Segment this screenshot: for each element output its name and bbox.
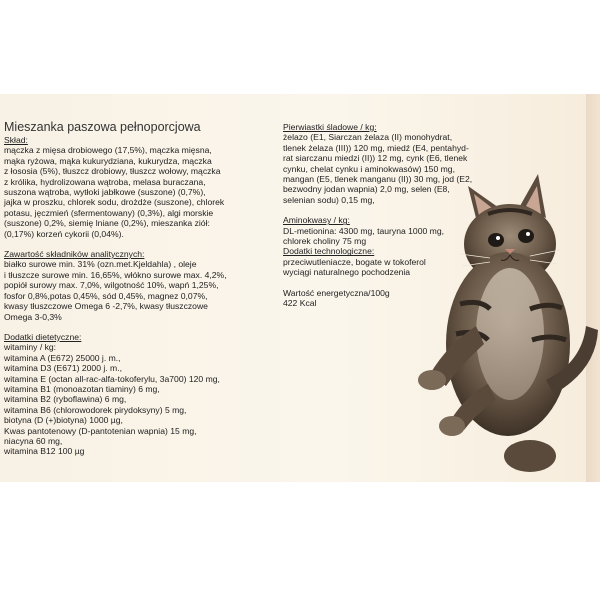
analytical-line: białko surowe min. 31% (ozn.met.Kjeldahla) , oleje [4, 259, 197, 270]
composition-line: jajka w proszku, chlorek sodu, drożdże (suszone), chlorek [4, 197, 225, 208]
energy-heading: Wartość energetyczna/100g [283, 287, 390, 298]
analytical-line: Omega 3-0,3% [4, 311, 62, 322]
amino-acids-heading: Aminokwasy / kg: [283, 215, 350, 226]
right-column [283, 122, 483, 309]
composition-line: z łososia (5%), tłuszcz drobiowy, tłuszcz wołowy, mączka [4, 166, 221, 177]
amino-line: chlorek choliny 75 mg [283, 236, 367, 247]
composition-line: z królika, hydrolizowana wątroba, melasa buraczana, [4, 176, 206, 187]
left-column [4, 120, 280, 457]
composition-heading: Skład: [4, 135, 28, 145]
amino-line: DL-metionina: 4300 mg, tauryna 1000 mg, [283, 225, 444, 236]
trace-line: selenian sodu) 0,15 mg, [283, 194, 375, 205]
trace-elements-text [283, 132, 483, 205]
dietary-text [4, 342, 280, 456]
trace-line: bezwodny jodan wapnia) 2,0 mg, selen (E8, [283, 184, 450, 195]
amino-acids-text [283, 226, 483, 247]
composition-line: suszona wątroba, wytłoki jabłkowe (suszone) (0,7%), [4, 187, 206, 198]
analytical-line: i tłuszcze surowe min. 16,65%, włókno surowe max. 4,2%, [4, 269, 227, 280]
product-title: Mieszanka paszowa pełnoporcjowa [4, 120, 201, 134]
trace-line: rat siarczanu miedzi (II)) 12 mg, cynk (E6, tlenek [283, 153, 468, 164]
trace-elements-heading: Pierwiastki śladowe / kg: [283, 122, 377, 132]
dietary-line: witamina B6 (chlorowodorek pirydoksyny) 5 mg, [4, 404, 187, 415]
trace-line: tlenek żelaza (III)) 120 mg, miedź (E4, pentahyd- [283, 142, 469, 153]
dietary-line: witamina E (octan all-rac-alfa-tokoferylu, 3a700) 120 mg, [4, 373, 220, 384]
analytical-line: popiół surowy max. 7,0%, wilgotność 10%, wapń 1,25%, [4, 280, 219, 291]
analytical-heading: Zawartość składników analitycznych: [4, 249, 145, 260]
dietary-line: witamina B2 (ryboflawina) 6 mg, [4, 394, 127, 405]
dietary-line: biotyna (D (+)biotyna) 1000 µg, [4, 415, 123, 426]
technological-additives-heading: Dodatki technologiczne: [283, 246, 375, 257]
composition-line: mąka ryżowa, mąka kukurydziana, kukurydza, mączka [4, 155, 212, 166]
composition-line: (suszone) 0,2%, siemię lniane (0,2%), mieszanka ziół: [4, 218, 210, 229]
analytical-line: kwasy tłuszczowe Omega 6 -2,7%, kwasy tłuszczowe [4, 301, 208, 312]
dietary-line: niacyna 60 mg, [4, 435, 63, 446]
dietary-line: witamina D3 (E671) 2000 j. m., [4, 363, 122, 374]
label-panel [0, 94, 600, 482]
composition-line: mączka z mięsa drobiowego (17,5%), mączka mięsna, [4, 145, 212, 156]
analytical-line: fosfor 0,8%,potas 0,45%, sód 0,45%, magnez 0,07%, [4, 290, 208, 301]
analytical-text [4, 259, 280, 321]
energy-value: 422 Kcal [283, 298, 317, 309]
composition-line: potasu, jęczmień (sfermentowany) (0,3%), algi morskie [4, 207, 214, 218]
tech-line: przeciwutleniacze, bogate w tokoferol [283, 256, 426, 267]
dietary-line: witaminy / kg: [4, 342, 57, 353]
dietary-line: witamina B12 100 µg [4, 446, 85, 457]
dietary-heading: Dodatki dietetyczne: [4, 331, 82, 342]
composition-line: (0,17%) korzeń cykorii (0,04%). [4, 228, 124, 239]
dietary-line: witamina B1 (monoazotan tiaminy) 6 mg, [4, 383, 160, 394]
composition-text [4, 145, 280, 239]
trace-line: cynku, chelat cynku i aminokwasów) 150 mg, [283, 163, 455, 174]
dietary-line: witamina A (E672) 25000 j. m., [4, 352, 121, 363]
technological-additives-text [283, 257, 483, 278]
tech-line: wyciągi naturalnego pochodzenia [283, 267, 411, 278]
trace-line: żelazo (E1, Siarczan żelaza (II) monohydrat, [283, 132, 453, 143]
trace-line: mangan (E5, tlenek manganu (II)) 30 mg, jod (E2, [283, 174, 473, 185]
dietary-line: Kwas pantotenowy (D-pantotenian wapnia) 15 mg, [4, 425, 197, 436]
